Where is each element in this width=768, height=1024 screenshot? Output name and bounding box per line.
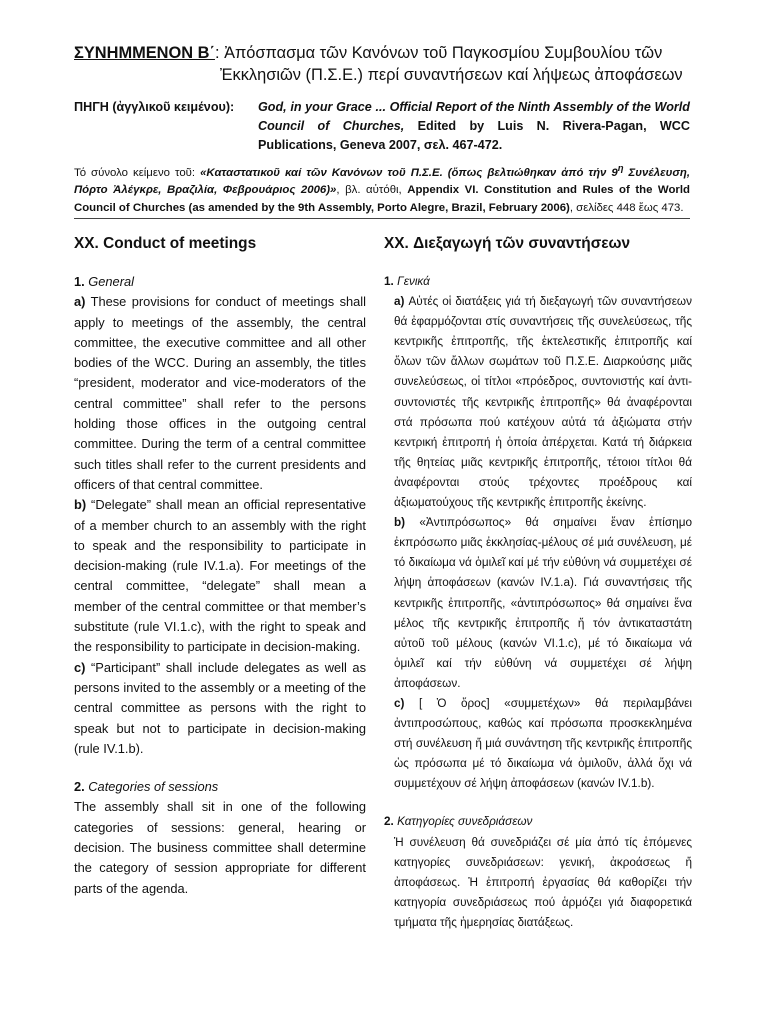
english-c-text: “Participant” shall include delegates as well as persons invited to the assembly or a meeting of the central committee as persons with the right to speak but not to participate in decision-making (rule IV.1.b). (74, 659, 366, 756)
greek-c-text: [ Ὁ ὅρος] «συμμετέχων» θά περιλαμβάνει ἀντιπροσώπους, καθώς καί πρόσωπα προσκεκλημένα στή συνέλευση ἤ μιά συνάντηση τῆς κεντρικῆς ἐπιτροπῆς ὡς πρόσωπα μέ τό δικαίωμα νά ὁμιλοῦν, ἀλλά ὄχι νά συμμετέχουν σέ λήψη ἀποφάσεων (κανών IV.1.b). (394, 696, 692, 791)
greek-section-1-title (384, 272, 692, 292)
greek-section-1-name: Γενικά (397, 275, 430, 288)
source-label: ΠΗΓΗ (ἀγγλικοῦ κειμένου): (74, 100, 235, 114)
greek-a-label: a) (394, 295, 405, 309)
greek-paragraph-b (384, 513, 692, 694)
greek-b-label: b) (394, 516, 406, 530)
greek-section-2-number: 2. (384, 815, 398, 829)
english-paragraph-b (74, 495, 366, 657)
english-b-label: b) (74, 497, 87, 513)
english-column (74, 234, 366, 899)
english-a-label: a) (74, 294, 86, 310)
english-paragraph-a (74, 292, 366, 495)
title-colon: : (214, 44, 225, 62)
appendix-label: ΣΥΝΗΜΜΕΝΟΝ Β΄ (74, 44, 215, 62)
note-pages: , σελίδες 448 ἕως 473. (569, 201, 684, 214)
header-divider (74, 218, 690, 219)
source-citation (258, 98, 690, 155)
greek-section-1-number: 1. (384, 275, 398, 288)
source-block (74, 98, 690, 155)
english-section-1-title (74, 272, 366, 292)
greek-section-2-text: Ἡ συνέλευση θά συνεδριάζει σέ μία ἀπό τίς ἑπόμενες κατηγορίες συνεδριάσεων: γενική, ἀκροάσεως ἤ ἀποφάσεως. Ἡ ἐπιτροπή ἐργασίας θά καθορίζει τήν κατηγορία συνεδριάσεως πού ἁρμόζει γιά διαφορετικά τμήματα τῆς ἡμερησίας διατάξεως. (394, 835, 692, 929)
english-section-2-name: Categories of sessions (88, 779, 219, 795)
full-text-note (74, 160, 690, 217)
greek-section-2-title (384, 812, 692, 832)
english-section-2-number: 2. (74, 779, 89, 795)
english-heading: XX. Conduct of meetings (74, 235, 257, 252)
greek-a-text: Αὐτές οἱ διατάξεις γιά τή διεξαγωγή τῶν συναντήσεων θά ἐφαρμόζονται στίς συναντήσεις τῆς συνελεύσεως, τῆς κεντρικῆς ἐπιτροπῆς, τῆς ἐκτελεστικῆς ἐπιτροπῆς καί ὅλων τῶν ἄλλων σωμάτων τοῦ Π.Σ.Ε. Διαρκούσης μιᾶς συνελεύσεως, οἱ τίτλοι «πρόεδρος, συντονιστής καί ἀντι-συντονιστές τῆς κεντρικῆς ἐπιτροπῆς» θά ἀναφέρονται στά πρόσωπα πού κατέχουν αὐτά τά ἀξιώματα στήν κεντρική ἐπιτροπή ἡ ὁποία ἀπέρχεται. Κατά τή διάρκεια τῆς θητείας μιᾶς κεντρικῆς ἐπιτροπῆς, τέτοιοι τίτλοι θά ἀναφέρονται στούς τρέχοντες προέδρους καί ἀξιωματούχους τῆς κεντρικῆς ἐπιτροπῆς ἐκείνης. (394, 295, 692, 510)
source-publication: Edited by Luis N. Rivera-Pagan, WCC Publications, Geneva 2007, σελ. 467-472. (258, 119, 690, 152)
english-section-1-number: 1. (74, 274, 89, 289)
note-greek-title-text: «Καταστατικοῦ καί τῶν Κανόνων τοῦ Π.Σ.Ε. (ὅπως βελτιώθηκαν ἀπό τήν 9 (200, 166, 618, 179)
title-line-1: Ἀπόσπασμα τῶν Κανόνων τοῦ Παγκοσμίου Συμβουλίου τῶν (224, 44, 663, 62)
document-title (74, 42, 714, 86)
spacer (74, 759, 366, 777)
english-b-text: “Delegate” shall mean an official representative of a member church to an assembly with the right to speak and the responsibility to participate in decision-making (rule IV.1.a). For meetings of the central committee, “delegate” shall mean a member of the central committee or that member’s substitute (rule VI.1.c), with the right to speak and the responsibility to participate in decision-making. (74, 497, 366, 655)
greek-heading: XX. Διεξαγωγή τῶν συναντήσεων (384, 235, 631, 252)
english-c-label: c) (74, 659, 86, 675)
source-book-title: God, in your Grace ... Official Report of the Ninth Assembly of the World Council of Churches, (258, 100, 690, 133)
greek-paragraph-c (384, 694, 692, 794)
note-appendix: Appendix VI. Constitution and Rules of the World Council of Churches (as amended by the 9th Assembly, Porto Alegre, Brazil, February 2006) (74, 184, 690, 214)
english-section-2-text: The assembly shall sit in one of the following categories of sessions: general, hearing or decision. The business committee shall determine the category of session appropriate for different parts of the agenda. (74, 799, 366, 896)
english-a-text: These provisions for conduct of meetings shall apply to meetings of the assembly, the central committee, the executive committee and all other bodies of the WCC. During an assembly, the titles “president, moderator and vice-moderators of the central committee” shall refer to the persons holding those offices in the outgoing central committee. During the term of a central committee such titles shall refer to the current presidents and officers of that central committee. (74, 294, 366, 492)
title-line-2: Ἐκκλησιῶν (Π.Σ.Ε.) περί συναντήσεων καί λήψεως ἀποφάσεων (220, 66, 683, 84)
note-superscript: η (617, 163, 624, 174)
note-intro: Τό σύνολο κείμενο τοῦ: (74, 166, 201, 179)
english-section-2-title (74, 777, 366, 797)
greek-section-2-name: Κατηγορίες συνεδριάσεων (397, 815, 533, 829)
greek-b-text: «Ἀντιπρόσωπος» θά σημαίνει ἕναν ἐπίσημο ἐκπρόσωπο μιᾶς ἐκκλησίας-μέλους σέ μιά συνέλευση, μέ τό δικαίωμα νά ὁμιλεῖ καί μέ τήν εὐθύνη νά συμμετέχει σέ λήψη ἀποφάσεων (κανών IV.1.a). Γιά συναντήσεις τῆς κεντρικῆς ἐπιτροπῆς, «ἀντιπρόσωπος» θά σημαίνει ἕνα μέλος τῆς κεντρικῆς ἐπιτροπῆς ἤ τόν ἀντικαταστάτη αὐτοῦ τοῦ μέλους (κανών VI.1.c), μέ τό δικαίωμα νά ὁμιλεῖ καί τήν εὐθύνη νά συμμετέχει σέ λήψη ἀποφάσεων. (394, 516, 692, 690)
greek-c-label: c) (394, 696, 405, 710)
spacer (384, 794, 692, 812)
note-greek-title-rest: Συνέλευση, Πόρτο Ἀλέγκρε, Βραζιλία, Φεβρουάριος 2006)» (74, 166, 690, 197)
english-section-1-name: General (88, 274, 134, 289)
english-paragraph-c (74, 658, 366, 759)
greek-column (384, 234, 692, 933)
greek-paragraph-a (384, 292, 692, 513)
note-ibid: , βλ. αὐτόθι, (336, 184, 408, 197)
